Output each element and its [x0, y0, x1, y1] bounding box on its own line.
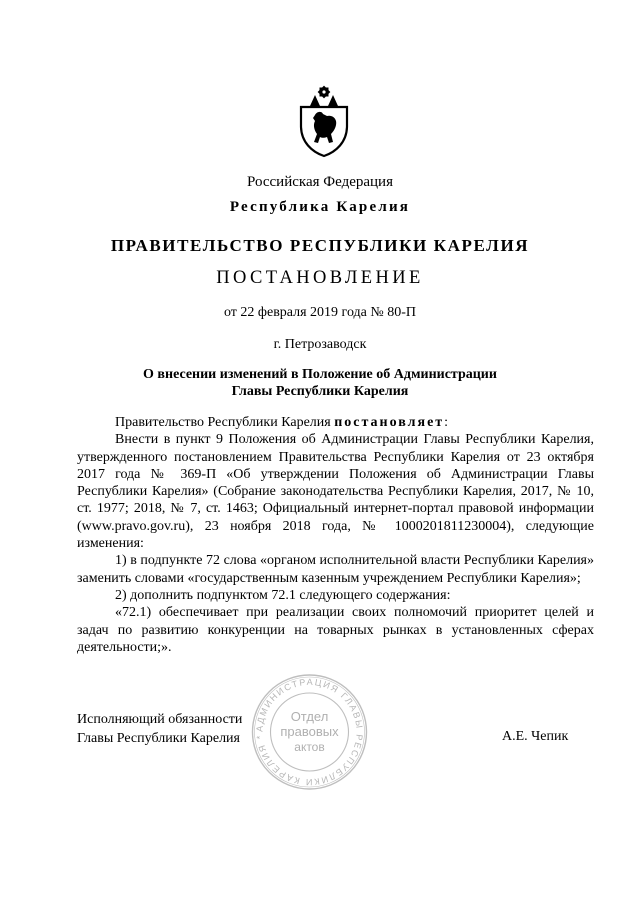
body-paragraph: 2) дополнить подпунктом 72.1 следующего содержания:	[115, 587, 451, 603]
stamp-text-line1: Отдел	[290, 709, 329, 724]
stamp-text-line3: актов	[294, 740, 325, 754]
official-stamp	[247, 672, 372, 792]
body-paragraph: 1) в подпункте 72 слова «органом исполнительной власти Республики Карелия» заменить словами «государственным казенным учреждением Республики Карелия»;	[77, 553, 594, 586]
intro-colon: :	[444, 415, 449, 430]
intro-text: Правительство Республики Карелия	[115, 415, 335, 430]
signatory-name: А.Е. Чепик	[502, 729, 569, 744]
document-body	[77, 414, 594, 656]
country-name: Российская Федерация	[247, 174, 393, 190]
signatory-title	[77, 710, 242, 748]
star-icon	[318, 86, 331, 99]
signatory-title-line2: Главы Республики Карелия	[77, 731, 240, 746]
coat-of-arms-emblem	[296, 80, 352, 158]
body-paragraph: Внести в пункт 9 Положения об Администрации Главы Республики Карелия, утвержденного постановлением Правительства Республики Карелия от 23 октября 2017 года № 369-П «Об утверждении Положения об Администрации Главы Республики Карелия» (Собрание законодательства Республики Карелия, 2017, № 10, ст. 1977; 2018, № 7, ст. 1463; Официальный интернет-портал правовой информации (www.pravo.gov.ru), 23 ноября 2018 года, № 1000201811230004), следующие изменения:	[77, 432, 594, 552]
intro-verb: постановляет	[334, 415, 445, 430]
stamp-text-line2: правовых	[280, 724, 339, 739]
body-intro	[77, 414, 594, 431]
signatory-title-line1: Исполняющий обязанности	[77, 712, 243, 727]
fir-tree-right-icon	[328, 95, 338, 106]
body-paragraph: «72.1) обеспечивает при реализации своих полномочий приоритет целей и задач по развитию конкуренции на товарных рынках в установленных сферах деятельности;».	[77, 605, 594, 655]
document-date-number: от 22 февраля 2019 года № 80-П	[223, 305, 417, 320]
document-city: г. Петрозаводск	[273, 337, 367, 352]
republic-name: Республика Карелия	[229, 199, 411, 215]
stamp-ring-text: АДМИНИСТРАЦИЯ ГЛАВЫ РЕСПУБЛИКИ КАРЕЛИЯ *	[254, 676, 365, 788]
document-subject: О внесении изменений в Положение об Администрации Главы Республики Карелия	[143, 367, 497, 399]
fir-tree-left-icon	[310, 95, 320, 106]
document-type: ПОСТАНОВЛЕНИЕ	[216, 268, 424, 288]
government-title: ПРАВИТЕЛЬСТВО РЕСПУБЛИКИ КАРЕЛИЯ	[110, 236, 530, 255]
